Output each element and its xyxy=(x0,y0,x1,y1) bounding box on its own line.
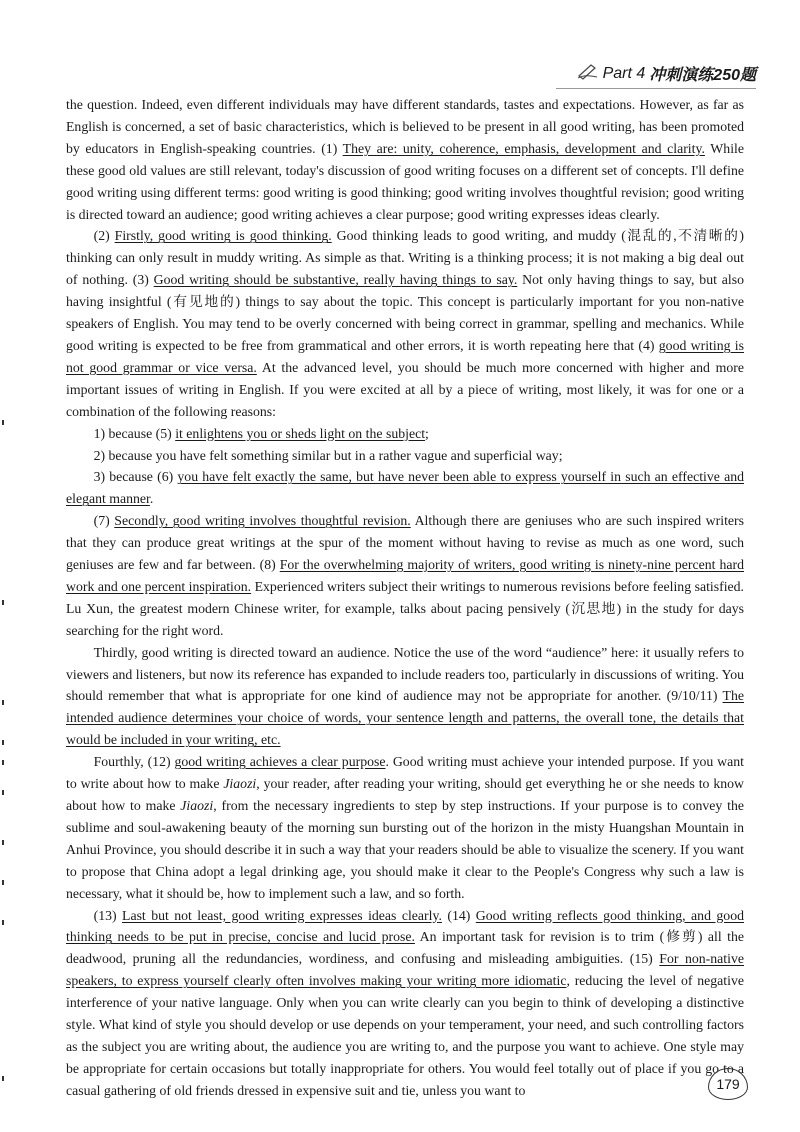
text-run: While these good old values are still relevant, today's discussion of good writing focuses on a different set of concepts. I'll define good writing using different terms: good writing is good thinking; good writing involves thoughtful revision; good writing is directed toward an audience; good writing achieves a clear purpose; good writing expresses ideas clearly. xyxy=(66,140,744,222)
text-run: An important task for revision is to trim (修剪) all the deadwood, pruning all the redundancies, wordiness, and confusing and misleading ambiguities. (15) xyxy=(66,929,744,967)
text-run: . xyxy=(149,491,154,507)
paragraph xyxy=(66,423,744,445)
header-divider xyxy=(556,88,756,89)
underlined-answer: For non-native speakers, to express yourself clearly often involves making your writing more idiomatic xyxy=(66,951,744,989)
text-run: , from the necessary ingredients to step by step instructions. If your purpose is to convey the sublime and soul-awakening beauty of the morning sun bursting out of the horizon in the misty Huangshan Mountain in Anhui Province, you should describe it in such a way that your readers should be able to visualize the scenery. If you want to propose that China adopt a legal drinking age, you should make it clear to the People's Congress why such a law is necessary, what it should be, how to implement such a law, and so forth. xyxy=(66,798,744,901)
text-run: Jiaozi xyxy=(180,798,214,813)
underlined-answer: good writing achieves a clear purpose xyxy=(174,754,386,770)
underlined-answer: Good writing should be substantive, really having things to say. xyxy=(153,272,518,288)
binding-marks xyxy=(0,0,8,1132)
underlined-answer: Good writing reflects good thinking, and good thinking needs to be put in precise, concise and lucid prose. xyxy=(66,907,745,945)
underlined-answer: The intended audience determines your choice of words, your sentence length and patterns, the overall tone, the details that would be included in your writing, etc. xyxy=(66,688,744,748)
underlined-answer: it enlightens you or sheds light on the subject xyxy=(175,425,426,441)
underlined-answer: good writing is not good grammar or vice versa. xyxy=(66,337,744,375)
paragraph xyxy=(66,94,744,225)
text-run: Not only having things to say, but also having insightful (有见地的) things to say about the topic. This concept is particularly important for you non-native speakers of English. You may tend to be overly concerned with being correct in grammar, spelling and mechanics. While good writing is expected to be free from grammatical and other errors, it is worth repeating here that (4) xyxy=(66,272,744,353)
pen-icon xyxy=(577,62,599,85)
paragraph xyxy=(66,642,744,752)
page-number: 179 xyxy=(708,1068,748,1100)
article-body xyxy=(66,94,744,1102)
section-title: 冲刺演练250题 xyxy=(649,67,756,84)
part-label: Part 4 xyxy=(602,64,646,82)
text-run: 2) because you have felt something similar but in a rather vague and superficial way; xyxy=(93,447,563,463)
underlined-answer: They are: unity, coherence, emphasis, development and clarity. xyxy=(342,140,705,156)
text-run: , reducing the level of negative interference of your native language. Only when you can write clearly can you begin to think of developing a distinctive style. What kind of style you should develop or use depends on your temperament, your need, and such controlling factors as the subject you are writing about, the audience you are writing to, and the purpose you want to achieve. One style may be appropriate for certain occasions but totally inappropriate for others. You would feel totally out of place if you go to a casual gathering of old friends dressed in expensive suit and tie, unless you want to xyxy=(66,973,744,1098)
text-run: 1) because (5) xyxy=(93,425,176,441)
text-run: Thirdly, good writing is directed toward an audience. Notice the use of the word “audience” here: it usually refers to viewers and listeners, but now its reference has expanded to include readers too, particularly in discussions of writing. You should remember that what is appropriate for one kind of audience may not be appropriate for another. (9/10/11) xyxy=(66,644,744,704)
text-run: ; xyxy=(425,425,429,441)
text-run: (14) xyxy=(441,907,476,923)
text-run: Good thinking leads to good writing, and muddy (混乱的,不清晰的) thinking can only result in muddy writing. As simple as that. Writing is a thinking process; it is not making a big deal out of nothing. (3) xyxy=(66,228,744,288)
text-run: . Good writing must achieve your intended purpose. If you want to write about how to make xyxy=(66,754,744,792)
underlined-answer: Firstly, good writing is good thinking. xyxy=(114,228,332,244)
text-run: At the advanced level, you should be much more concerned with higher and more important issues of writing in English. If you were excited at all by a piece of writing, most likely, it was for one or a combination of the following reasons: xyxy=(66,359,744,419)
text-run: Fourthly, (12) xyxy=(93,754,175,770)
text-run: Experienced writers subject their writings to numerous revisions before feeling satisfied. Lu Xun, the greatest modern Chinese writer, for example, talks about pacing pensively (沉思地) in the study for days searching for the right word. xyxy=(66,578,744,638)
text-run: (7) xyxy=(93,513,115,529)
paragraph xyxy=(66,225,744,422)
paragraph xyxy=(66,905,744,1102)
paragraph xyxy=(66,751,744,904)
underlined-answer: For the overwhelming majority of writers, good writing is ninety-nine percent hard work and one percent inspiration. xyxy=(66,557,744,594)
paragraph xyxy=(66,466,744,510)
underlined-answer: Last but not least, good writing expresses ideas clearly. xyxy=(122,907,442,923)
text-run: Although there are geniuses who are such inspired writers that they can produce great writings at the spur of the moment without having to revise as much as one word, such geniuses are few and far between. (8) xyxy=(66,513,744,573)
underlined-answer: Secondly, good writing involves thoughtful revision. xyxy=(114,513,411,529)
page-header xyxy=(577,62,756,85)
text-run: (2) xyxy=(93,228,115,244)
text-run: , your reader, after reading your writing, should get everything he or she needs to know about how to make xyxy=(66,776,744,813)
text-run: (13) xyxy=(93,907,123,923)
paragraph xyxy=(66,510,744,641)
paragraph xyxy=(66,445,744,467)
underlined-answer: you have felt exactly the same, but have never been able to express yourself in such an effective and elegant manner xyxy=(66,469,744,507)
text-run: Jiaozi xyxy=(223,776,257,792)
text-run: the question. Indeed, even different individuals may have different standards, tastes and expectations. However, as far as English is concerned, a set of basic characteristics, which is believed to be present in all good writing, has been promoted by educators in English-speaking countries. (1) xyxy=(66,97,744,156)
text-run: 3) because (6) xyxy=(93,469,178,485)
